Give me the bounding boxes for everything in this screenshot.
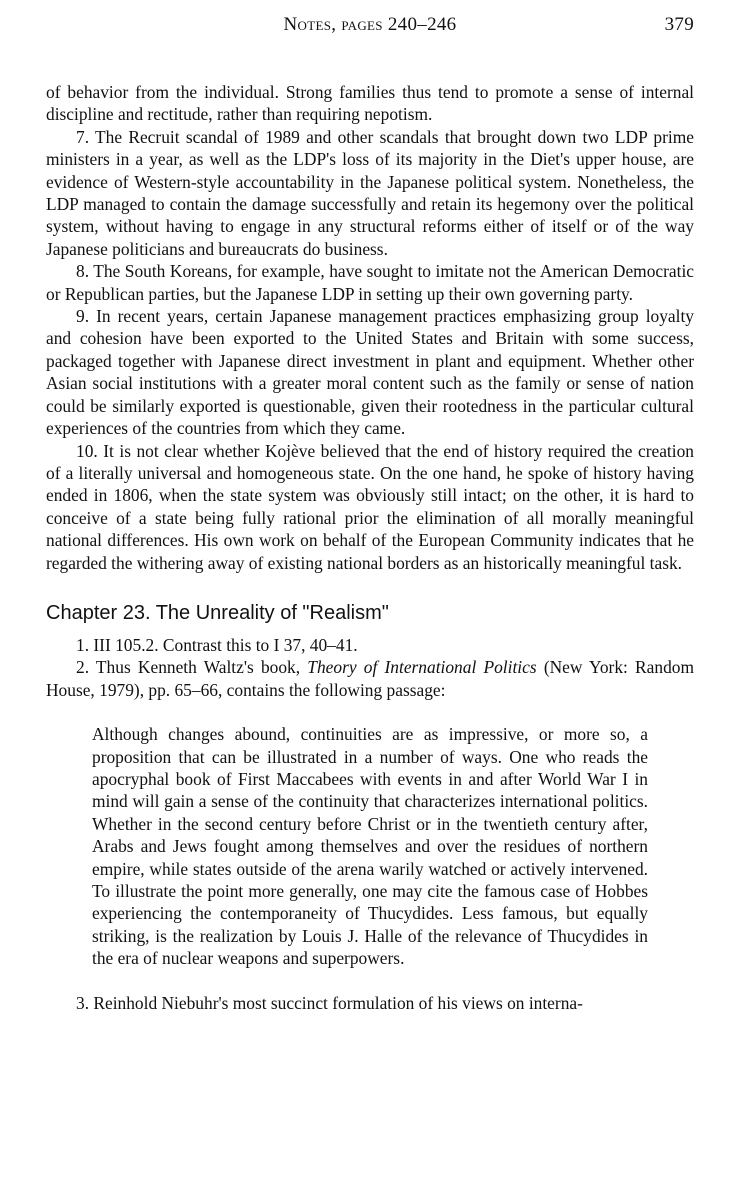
page-number: 379: [664, 14, 694, 35]
book-title: Theory of International Politics: [307, 657, 537, 678]
chapter-heading: Chapter 23. The Unreality of "Realism": [46, 601, 389, 624]
chapter-note-2-lead: 2. Thus Kenneth Waltz's book,: [76, 657, 308, 678]
chapter-note-2: [46, 656, 694, 701]
running-title: Notes, pages 240–246: [283, 14, 457, 35]
chapter-note-3: 3. Reinhold Niebuhr's most succinct formulation of his views on interna-: [76, 992, 583, 1013]
page-body: [46, 81, 694, 1014]
chapter-note-2-tail: (New York: Random House, 1979), pp. 65–66, contains the following passage:: [46, 657, 694, 700]
note-continuation: of behavior from the individual. Strong families thus tend to promote a sense of internal discipline and rectitude, rather than requiring nepotism.: [46, 82, 694, 125]
block-quote-text: Although changes abound, continuities are as impressive, or more so, a proposition that can be illustrated in a number of ways. One who reads the apocryphal book of First Maccabees with events in and after World War I in mind will gain a sense of the continuity that characterizes international politics. Whether in the second century before Christ or in the twentieth century after, Arabs and Jews fought among themselves and over the residues of northern empire, while states outside of the arena warily watched or actively intervened. To illustrate the point more generally, one may cite the famous case of Hobbes experiencing the contemporaneity of Thucydides. Less famous, but equally striking, is the realization by Louis J. Halle of the relevance of Thucydides in the era of nuclear weapons and superpowers.: [92, 724, 648, 969]
chapter-note-1: 1. III 105.2. Contrast this to I 37, 40–41.: [76, 634, 358, 655]
running-head: [46, 14, 694, 40]
block-quote: [92, 723, 648, 969]
note-8: 8. The South Koreans, for example, have sought to imitate not the American Democratic or Republican parties, but the Japanese LDP in setting up their own governing party.: [46, 261, 694, 304]
note-7: 7. The Recruit scandal of 1989 and other scandals that brought down two LDP prime ministers in a year, as well as the LDP's loss of its majority in the Diet's upper house, are evidence of Western-style accountability in the Japanese political system. Nonetheless, the LDP managed to contain the damage successfully and retain its hegemony over the political system, without having to engage in any structural reforms either of itself or of the way Japanese politicians and bureaucrats do business.: [46, 126, 694, 259]
note-10: 10. It is not clear whether Kojève believed that the end of history required the creation of a literally universal and homogeneous state. On the one hand, he spoke of history having ended in 1806, when the state system was obviously still intact; on the other, it is hard to conceive of a state being fully rational prior the elimination of all morally meaningful national differences. His own work on behalf of the European Community indicates that he regarded the withering away of existing national borders as an historically meaningful task.: [46, 440, 694, 573]
note-9: 9. In recent years, certain Japanese management practices emphasizing group loyalty and cohesion have been exported to the United States and Britain with some success, packaged together with Japanese direct investment in plant and equipment. Whether other Asian social institutions with a greater moral content such as the family or sense of nation could be similarly exported is questionable, given their rootedness in the particular cultural experiences of the countries from which they came.: [46, 306, 694, 439]
